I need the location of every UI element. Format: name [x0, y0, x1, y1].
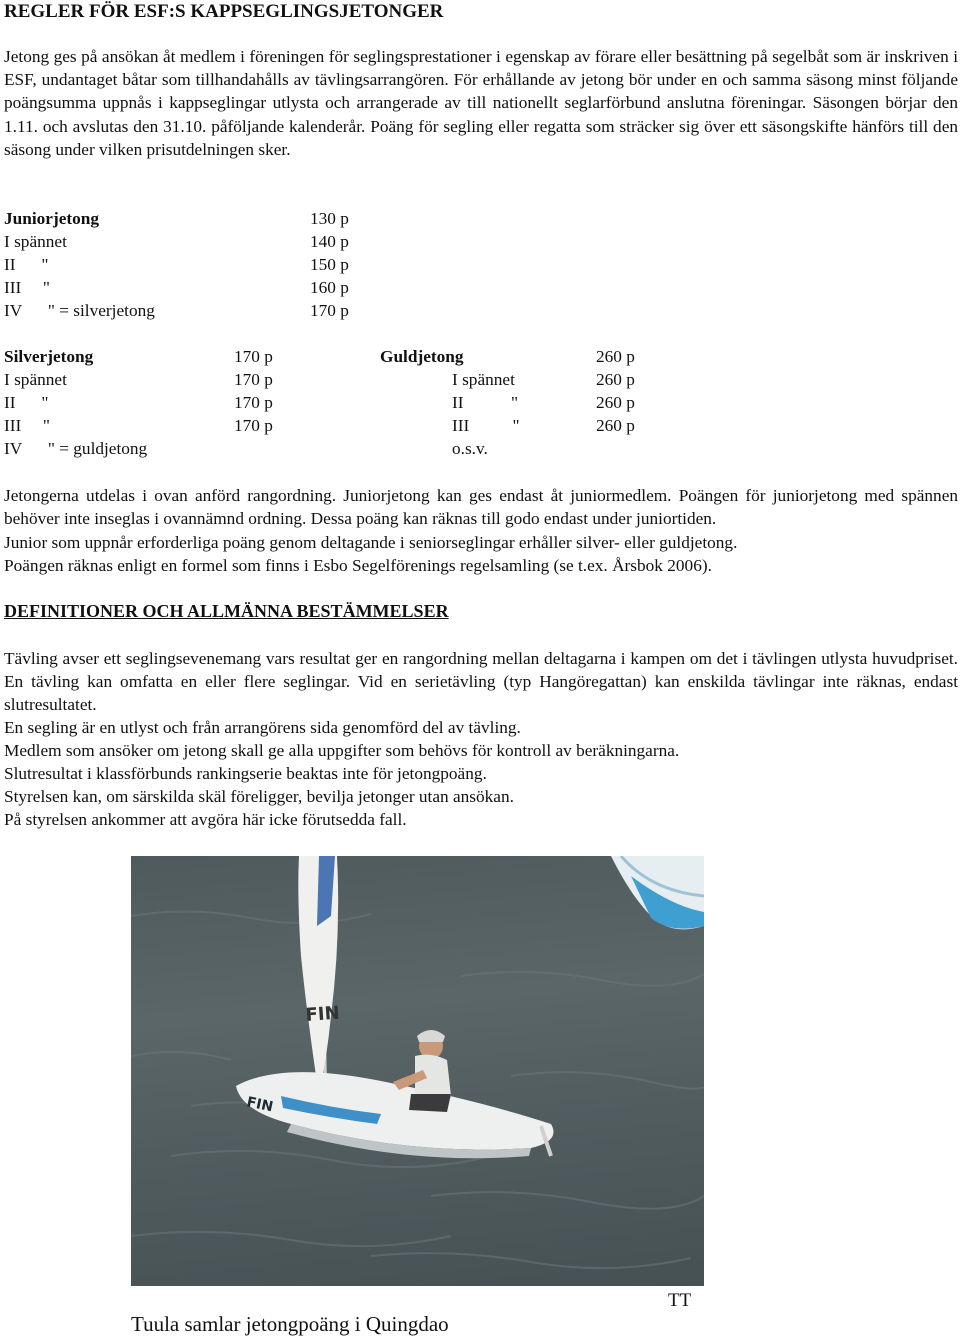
- gold-row-label: III ": [452, 416, 520, 435]
- rescue-boat: [611, 856, 704, 929]
- rules-paragraph: Jetongerna utdelas i ovan anförd rangordning. Juniorjetong kan ges endast åt juniormedlem. Poängen för juniorjetong med spännen behöver inte inseglas i ovannämnd ordning. Dessa poäng kan räknas till godo endast under juniortiden.: [4, 486, 958, 529]
- gold-value: 260 p: [596, 347, 635, 366]
- sail-text: FIN: [304, 1002, 341, 1026]
- silver-row-value: 170 p: [234, 370, 273, 389]
- gold-row-value: 260 p: [596, 393, 635, 412]
- silver-row-label: IV " = guldjetong: [4, 439, 148, 458]
- silver-row-value: 170 p: [234, 416, 273, 435]
- silver-row-label: III ": [4, 416, 50, 435]
- definitions-heading: DEFINITIONER OCH ALLMÄNNA BESTÄMMELSER: [4, 601, 449, 621]
- intro-paragraph: Jetong ges på ansökan åt medlem i föreningen för seglingsprestationer i egenskap av förare eller besättning på segelbåt som är inskriven i ESF, undantaget båtar som tillhandahålls av tävlingsarrangören. För erhållande av jetong bör under en och samma säsong minst följande poängsumma uppnås i kappseglingar utlysta och arrangerade av till nationellt seglarförbund anslutna föreningar. Säsongen börjar den 1.11. och avslutas den 31.10. påföljande kalenderår. Poäng för segling eller regatta som sträcker sig över ett säsongskifte hänförs till den säsong under vilken prisutdelningen sker.: [4, 47, 958, 159]
- silver-row-value: 170 p: [234, 393, 273, 412]
- hull-text: FIN: [245, 1094, 275, 1116]
- gold-row-label: o.s.v.: [452, 439, 488, 458]
- gold-row-label: I spännet: [452, 370, 515, 389]
- junior-row-value: 160 p: [310, 278, 349, 297]
- tavling-paragraph: Tävling avser ett seglingsevenemang vars resultat ger en rangordning mellan deltagarna i kampen om det i tävlingen utlysta huvudpriset. En tävling kan omfatta en eller flere seglingar. Vid en serietävling (typ Hangöregattan) kan enskilda tävlingar inte räknas, endast slutresultatet.: [4, 649, 958, 715]
- rule-line: Slutresultat i klassförbunds rankingserie beaktas inte för jetongpoäng.: [4, 764, 487, 783]
- gold-title: Guldjetong: [380, 347, 464, 366]
- junior-row-label: III ": [4, 278, 50, 297]
- document-title: REGLER FÖR ESF:S KAPPSEGLINGSJETONGER: [4, 1, 444, 22]
- junior-title: Juniorjetong: [4, 209, 100, 228]
- junior-row-label: IV " = silverjetong: [4, 301, 155, 320]
- rule-line: En segling är en utlyst och från arrangörens sida genomförd del av tävling.: [4, 718, 521, 737]
- junior-row-label: II ": [4, 255, 49, 274]
- sailing-photo-drawing: [131, 856, 704, 1286]
- rule-line: Styrelsen kan, om särskilda skäl föreligger, bevilja jetonger utan ansökan.: [4, 787, 514, 806]
- silver-value: 170 p: [234, 347, 273, 366]
- formula-line: Poängen räknas enligt en formel som finns i Esbo Segelförenings regelsamling (se t.ex. Årsbok 2006).: [4, 556, 712, 575]
- junior-row-label: I spännet: [4, 232, 67, 251]
- silver-row-label: I spännet: [4, 370, 67, 389]
- silver-title: Silverjetong: [4, 347, 94, 366]
- silver-row-label: II ": [4, 393, 49, 412]
- photo-caption: Tuula samlar jetongpoäng i Quingdao: [131, 1312, 449, 1336]
- junior-row-value: 140 p: [310, 232, 349, 251]
- author-initials: TT: [668, 1290, 692, 1311]
- rule-line: På styrelsen ankommer att avgöra här icke förutsedda fall.: [4, 810, 407, 829]
- junior-row-value: 170 p: [310, 301, 349, 320]
- junior-row-value: 150 p: [310, 255, 349, 274]
- gold-row-value: 260 p: [596, 370, 635, 389]
- junior-senior-line: Junior som uppnår erforderliga poäng genom deltagande i seniorseglingar erhåller silver- eller guldjetong.: [4, 533, 738, 552]
- junior-value: 130 p: [310, 209, 349, 228]
- gold-row-value: 260 p: [596, 416, 635, 435]
- gold-row-label: II ": [452, 393, 519, 412]
- rule-line: Medlem som ansöker om jetong skall ge alla uppgifter som behövs för kontroll av beräkningarna.: [4, 741, 680, 760]
- sailing-photo: [131, 856, 704, 1286]
